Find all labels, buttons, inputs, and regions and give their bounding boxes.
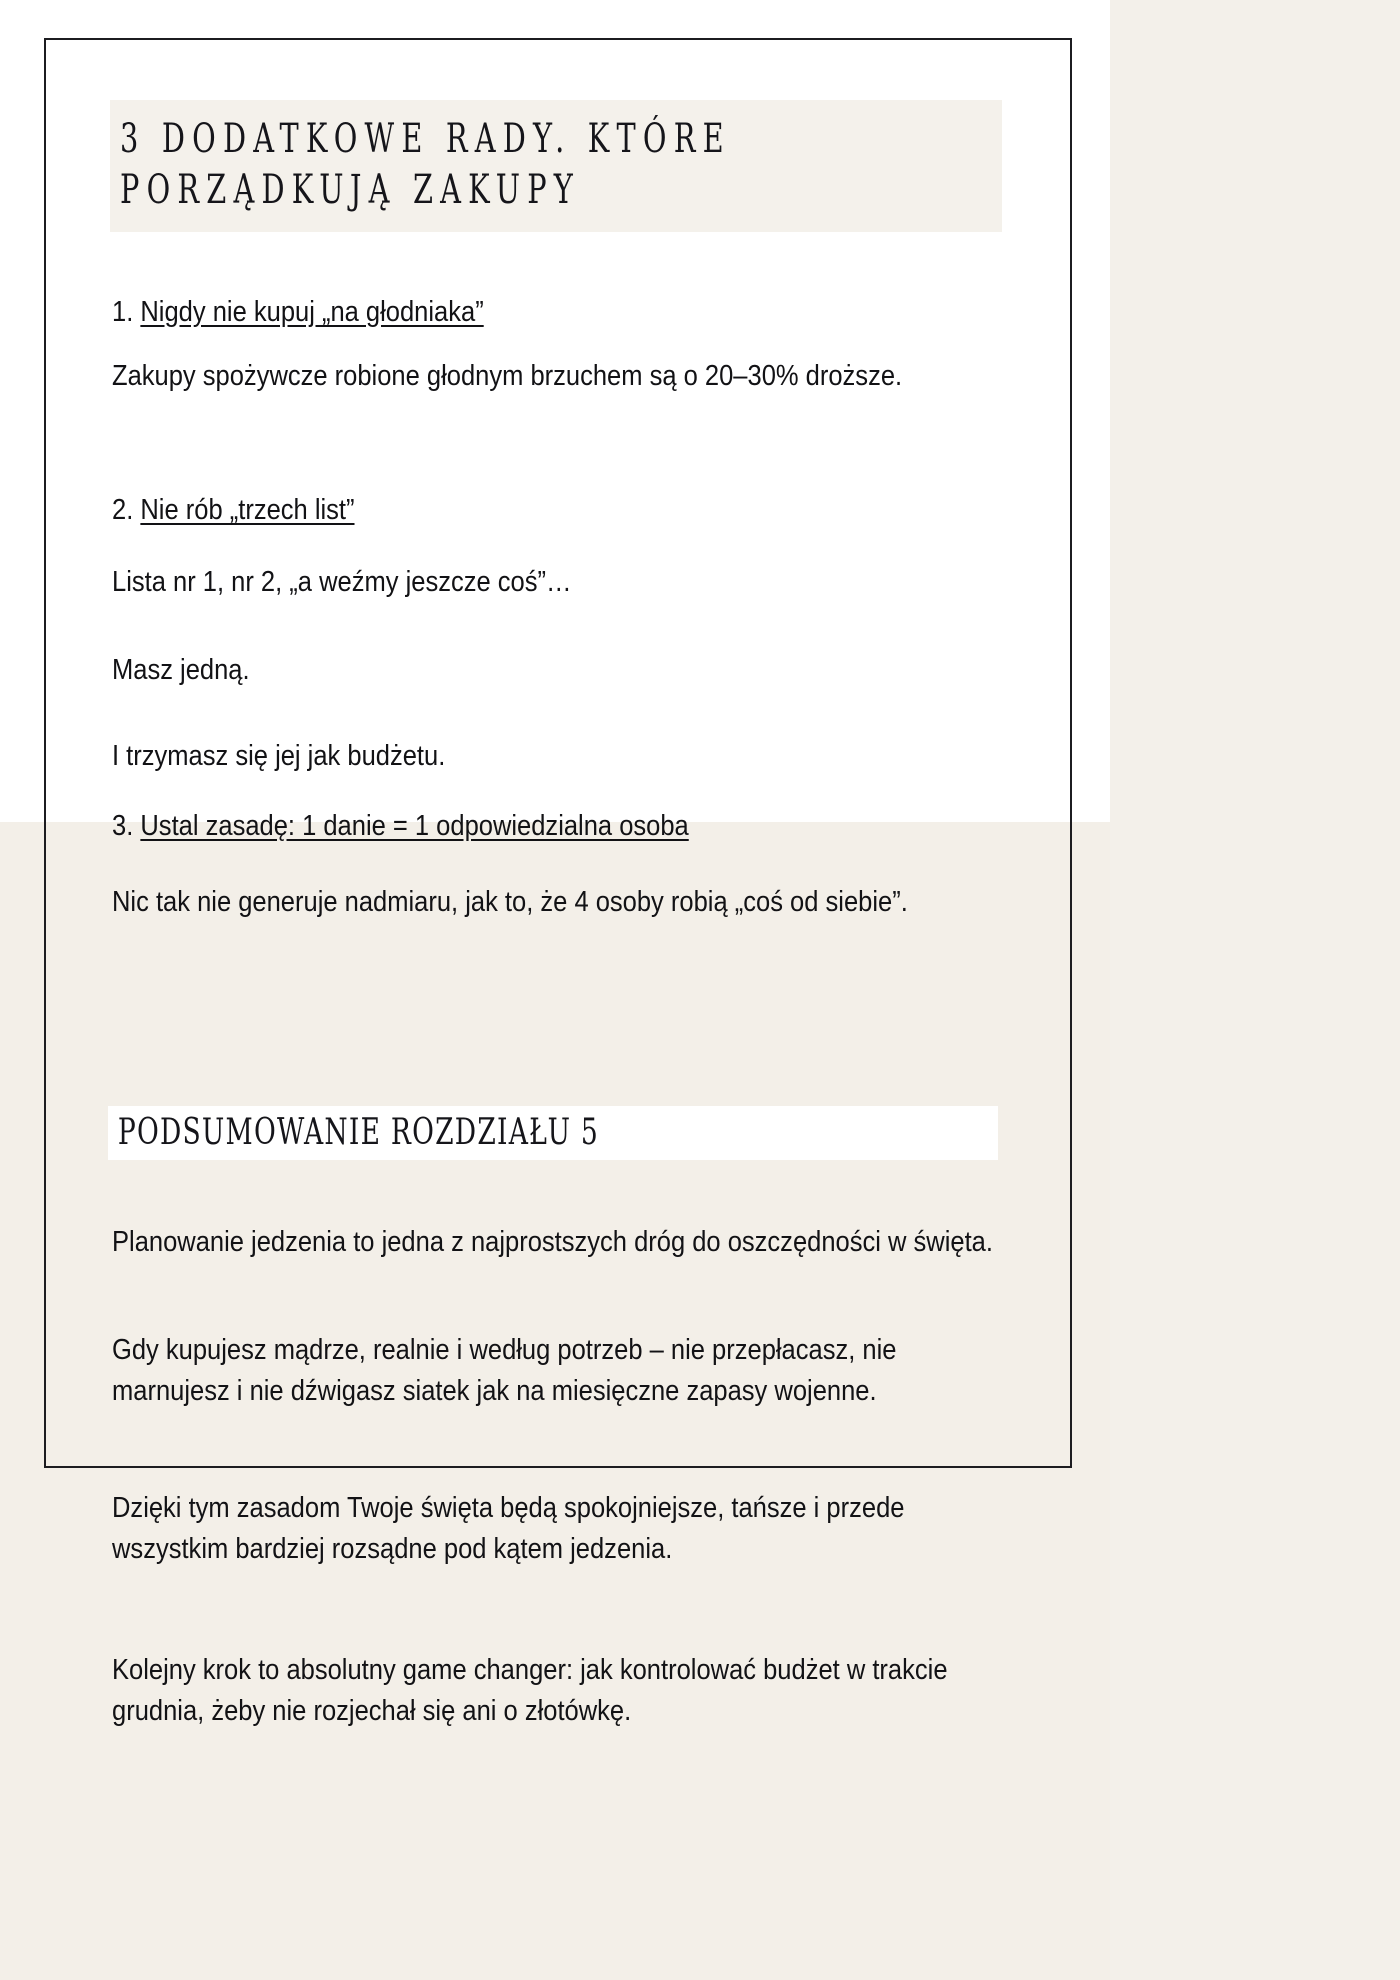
summary-paragraph-4: Kolejny krok to absolutny game changer: jak kontrolować budżet w trakcie grudnia, żeby nie rozjechał się ani o złotówkę. [112, 1654, 948, 1728]
tip-2-body-1: Lista nr 1, nr 2, „a weźmy jeszcze coś”… [112, 566, 572, 598]
tips-section-heading: 3 DODATKOWE RADY. KTÓRE PORZĄDKUJĄ ZAKUPY [120, 116, 731, 214]
tip-1-heading [112, 292, 1010, 333]
tips-section-heading-band [110, 100, 1002, 232]
tip-3-title: Ustal zasadę: 1 danie = 1 odpowiedzialna osoba [140, 810, 689, 842]
tip-3-heading [112, 806, 1010, 847]
tip-2-body-3: I trzymasz się jej jak budżetu. [112, 740, 446, 772]
summary-paragraph-2: Gdy kupujesz mądrze, realnie i według potrzeb – nie przepłacasz, nie marnujesz i nie dźwigasz siatek jak na miesięczne zapasy wojenne. [112, 1334, 897, 1408]
tip-2-number: 2. [112, 494, 141, 526]
tip-1-number: 1. [112, 296, 141, 328]
tip-2-heading [112, 490, 1010, 531]
tip-3-body: Nic tak nie generuje nadmiaru, jak to, że 4 osoby robią „coś od siebie”. [112, 886, 908, 918]
summary-paragraph-1: Planowanie jedzenia to jedna z najprostszych dróg do oszczędności w święta. [112, 1226, 993, 1258]
summary-section-heading-band [108, 1106, 998, 1160]
tip-2-title: Nie rób „trzech list” [140, 494, 355, 526]
summary-section-heading: PODSUMOWANIE ROZDZIAŁU 5 [117, 1112, 600, 1153]
tip-1-body: Zakupy spożywcze robione głodnym brzuchem są o 20–30% droższe. [112, 360, 903, 392]
tip-1-title: Nigdy nie kupuj „na głodniaka” [140, 296, 484, 328]
summary-paragraph-3: Dzięki tym zasadom Twoje święta będą spokojniejsze, tańsze i przede wszystkim bardziej rozsądne pod kątem jedzenia. [112, 1492, 905, 1566]
tip-3-number: 3. [112, 810, 141, 842]
tip-2-body-2: Masz jedną. [112, 654, 250, 686]
